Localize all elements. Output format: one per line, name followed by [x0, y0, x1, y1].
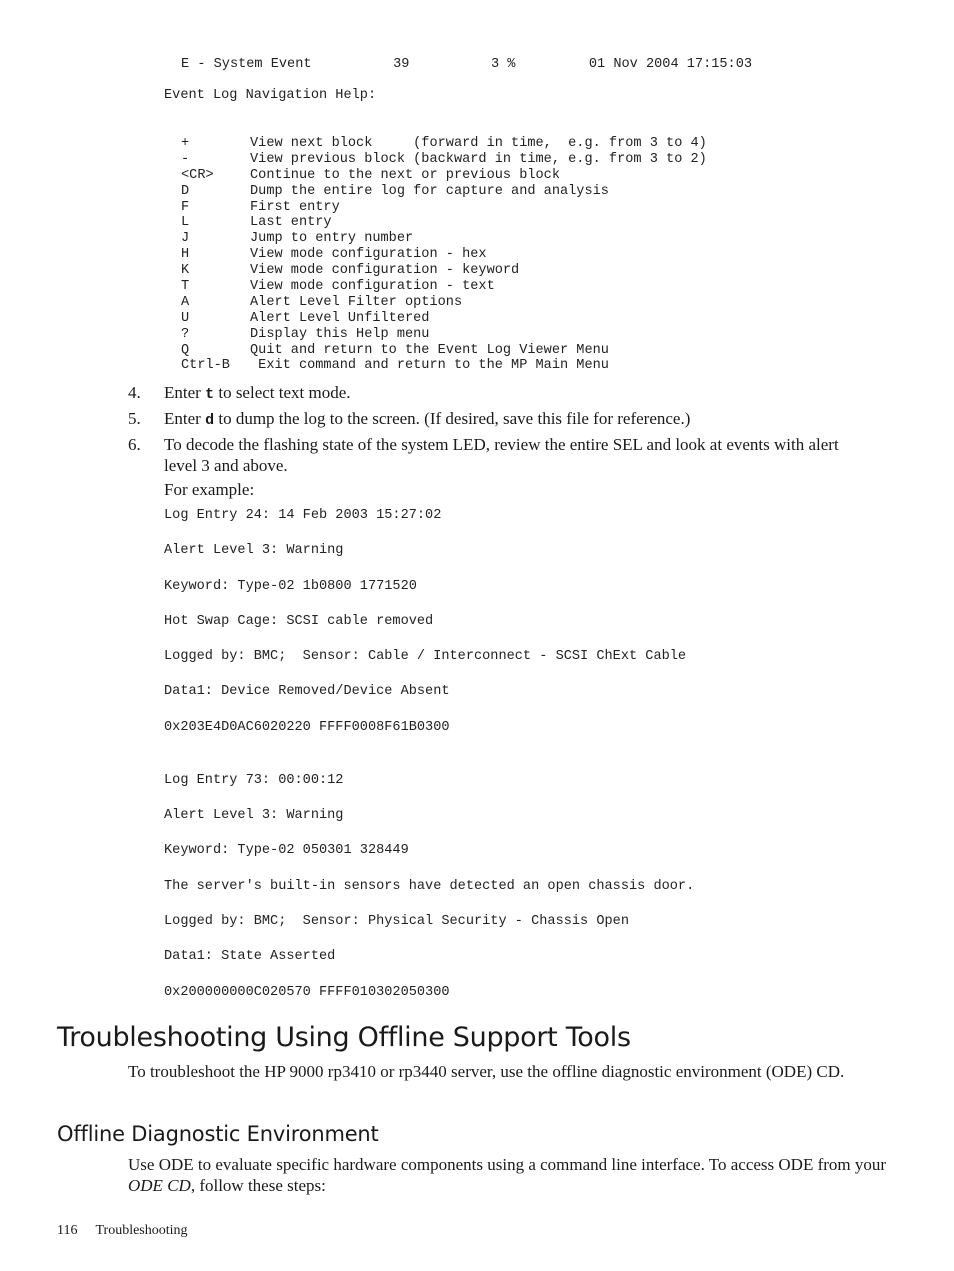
example-log-line: Alert Level 3: Warning — [164, 808, 344, 823]
help-row — [181, 136, 707, 152]
help-desc: Quit and return to the Event Log Viewer Menu — [250, 342, 609, 358]
help-key: Ctrl-B — [181, 358, 230, 374]
help-desc: Alert Level Filter options — [250, 294, 463, 310]
help-key: H — [181, 247, 190, 263]
example-log-line: Log Entry 73: 00:00:12 — [164, 773, 344, 788]
help-desc: Last entry — [250, 215, 332, 231]
section-heading: Troubleshooting Using Offline Support Tools — [57, 1022, 631, 1053]
example-log-line: Data1: State Asserted — [164, 949, 336, 964]
footer-chapter: Troubleshooting — [95, 1223, 188, 1238]
help-row — [181, 343, 707, 359]
step-item — [128, 434, 868, 476]
example-log-line: Data1: Device Removed/Device Absent — [164, 684, 450, 699]
help-table — [181, 136, 707, 374]
help-desc: Jump to entry number — [250, 231, 414, 247]
event-row: E - System Event 39 3 % 01 Nov 2004 17:15:03 — [181, 57, 753, 72]
subsection-heading: Offline Diagnostic Environment — [57, 1122, 379, 1146]
help-key: - — [181, 151, 190, 167]
help-row — [181, 358, 707, 374]
help-key: J — [181, 231, 190, 247]
help-row — [181, 231, 707, 247]
help-desc: Dump the entire log for capture and analysis — [250, 183, 609, 199]
help-key: K — [181, 263, 190, 279]
help-key: D — [181, 183, 190, 199]
help-desc: View mode configuration - hex — [250, 247, 487, 263]
help-row — [181, 327, 707, 343]
example-log-line: Logged by: BMC; Sensor: Physical Security - Chassis Open — [164, 914, 629, 929]
help-row — [181, 295, 707, 311]
example-log-line: Keyword: Type-02 050301 328449 — [164, 843, 409, 858]
sub-body-pre: Use ODE to evaluate specific hardware components using a command line interface. To access ODE from your — [128, 1155, 887, 1174]
step-number: 6. — [128, 435, 141, 454]
example-log-line: Log Entry 24: 14 Feb 2003 15:27:02 — [164, 508, 442, 523]
help-desc: Display this Help menu — [250, 326, 430, 342]
help-row — [181, 311, 707, 327]
help-desc: Exit command and return to the MP Main Menu — [250, 358, 609, 374]
help-key: <CR> — [181, 167, 214, 183]
help-row — [181, 247, 707, 263]
step-text-post: to dump the log to the screen. (If desired, save this file for reference.) — [214, 409, 691, 428]
step-number: 4. — [128, 383, 141, 402]
step-text: Enter — [164, 383, 206, 402]
help-key: T — [181, 279, 190, 295]
section-intro: To troubleshoot the HP 9000 rp3410 or rp3440 server, use the offline diagnostic environment (ODE) CD. — [128, 1062, 845, 1081]
sub-body-post: , follow these steps: — [190, 1176, 326, 1195]
step-item — [128, 408, 868, 431]
help-desc: View next block (forward in time, e.g. from 3 to 4) — [250, 136, 707, 151]
example-log-line: Logged by: BMC; Sensor: Cable / Interconnect - SCSI ChExt Cable — [164, 649, 687, 664]
help-row — [181, 168, 707, 184]
step-number: 5. — [128, 409, 141, 428]
help-key: F — [181, 199, 190, 215]
example-log-line: Hot Swap Cage: SCSI cable removed — [164, 614, 434, 629]
help-desc: View previous block (backward in time, e.g. from 3 to 2) — [250, 151, 707, 167]
help-key: L — [181, 215, 190, 231]
step-command-key: d — [205, 412, 215, 429]
step-command-key: t — [205, 386, 215, 403]
example-log-line: Keyword: Type-02 1b0800 1771520 — [164, 579, 417, 594]
help-row — [181, 152, 707, 168]
help-row — [181, 215, 707, 231]
sub-body-italic: ODE CD — [128, 1176, 191, 1195]
example-log-line: 0x203E4D0AC6020220 FFFF0008F61B0300 — [164, 720, 450, 735]
help-key: Q — [181, 342, 190, 358]
help-key: U — [181, 310, 190, 326]
example-log-line: The server's built-in sensors have detected an open chassis door. — [164, 879, 695, 894]
help-key: + — [181, 136, 190, 151]
help-row — [181, 263, 707, 279]
help-desc: Continue to the next or previous block — [250, 167, 560, 183]
help-desc: Alert Level Unfiltered — [250, 310, 430, 326]
nav-help-title: Event Log Navigation Help: — [164, 88, 377, 103]
help-desc: View mode configuration - text — [250, 279, 495, 295]
help-row — [181, 184, 707, 200]
step-text: Enter — [164, 409, 206, 428]
help-row — [181, 200, 707, 216]
help-row — [181, 279, 707, 295]
help-desc: First entry — [250, 199, 340, 215]
subsection-body — [128, 1154, 888, 1196]
help-key: ? — [181, 326, 190, 342]
example-log-line: Alert Level 3: Warning — [164, 543, 344, 558]
help-desc: View mode configuration - keyword — [250, 263, 520, 279]
step-text: To decode the flashing state of the system LED, review the entire SEL and look at events with alert level 3 and above. — [164, 435, 839, 475]
help-key: A — [181, 294, 190, 310]
example-log-line: 0x200000000C020570 FFFF010302050300 — [164, 985, 450, 1000]
steps-list — [128, 382, 868, 479]
step-item — [128, 382, 868, 405]
page-footer — [57, 1222, 188, 1240]
step-text-post: to select text mode. — [214, 383, 351, 402]
page-number: 116 — [57, 1223, 78, 1238]
for-example-label: For example: — [164, 480, 255, 499]
